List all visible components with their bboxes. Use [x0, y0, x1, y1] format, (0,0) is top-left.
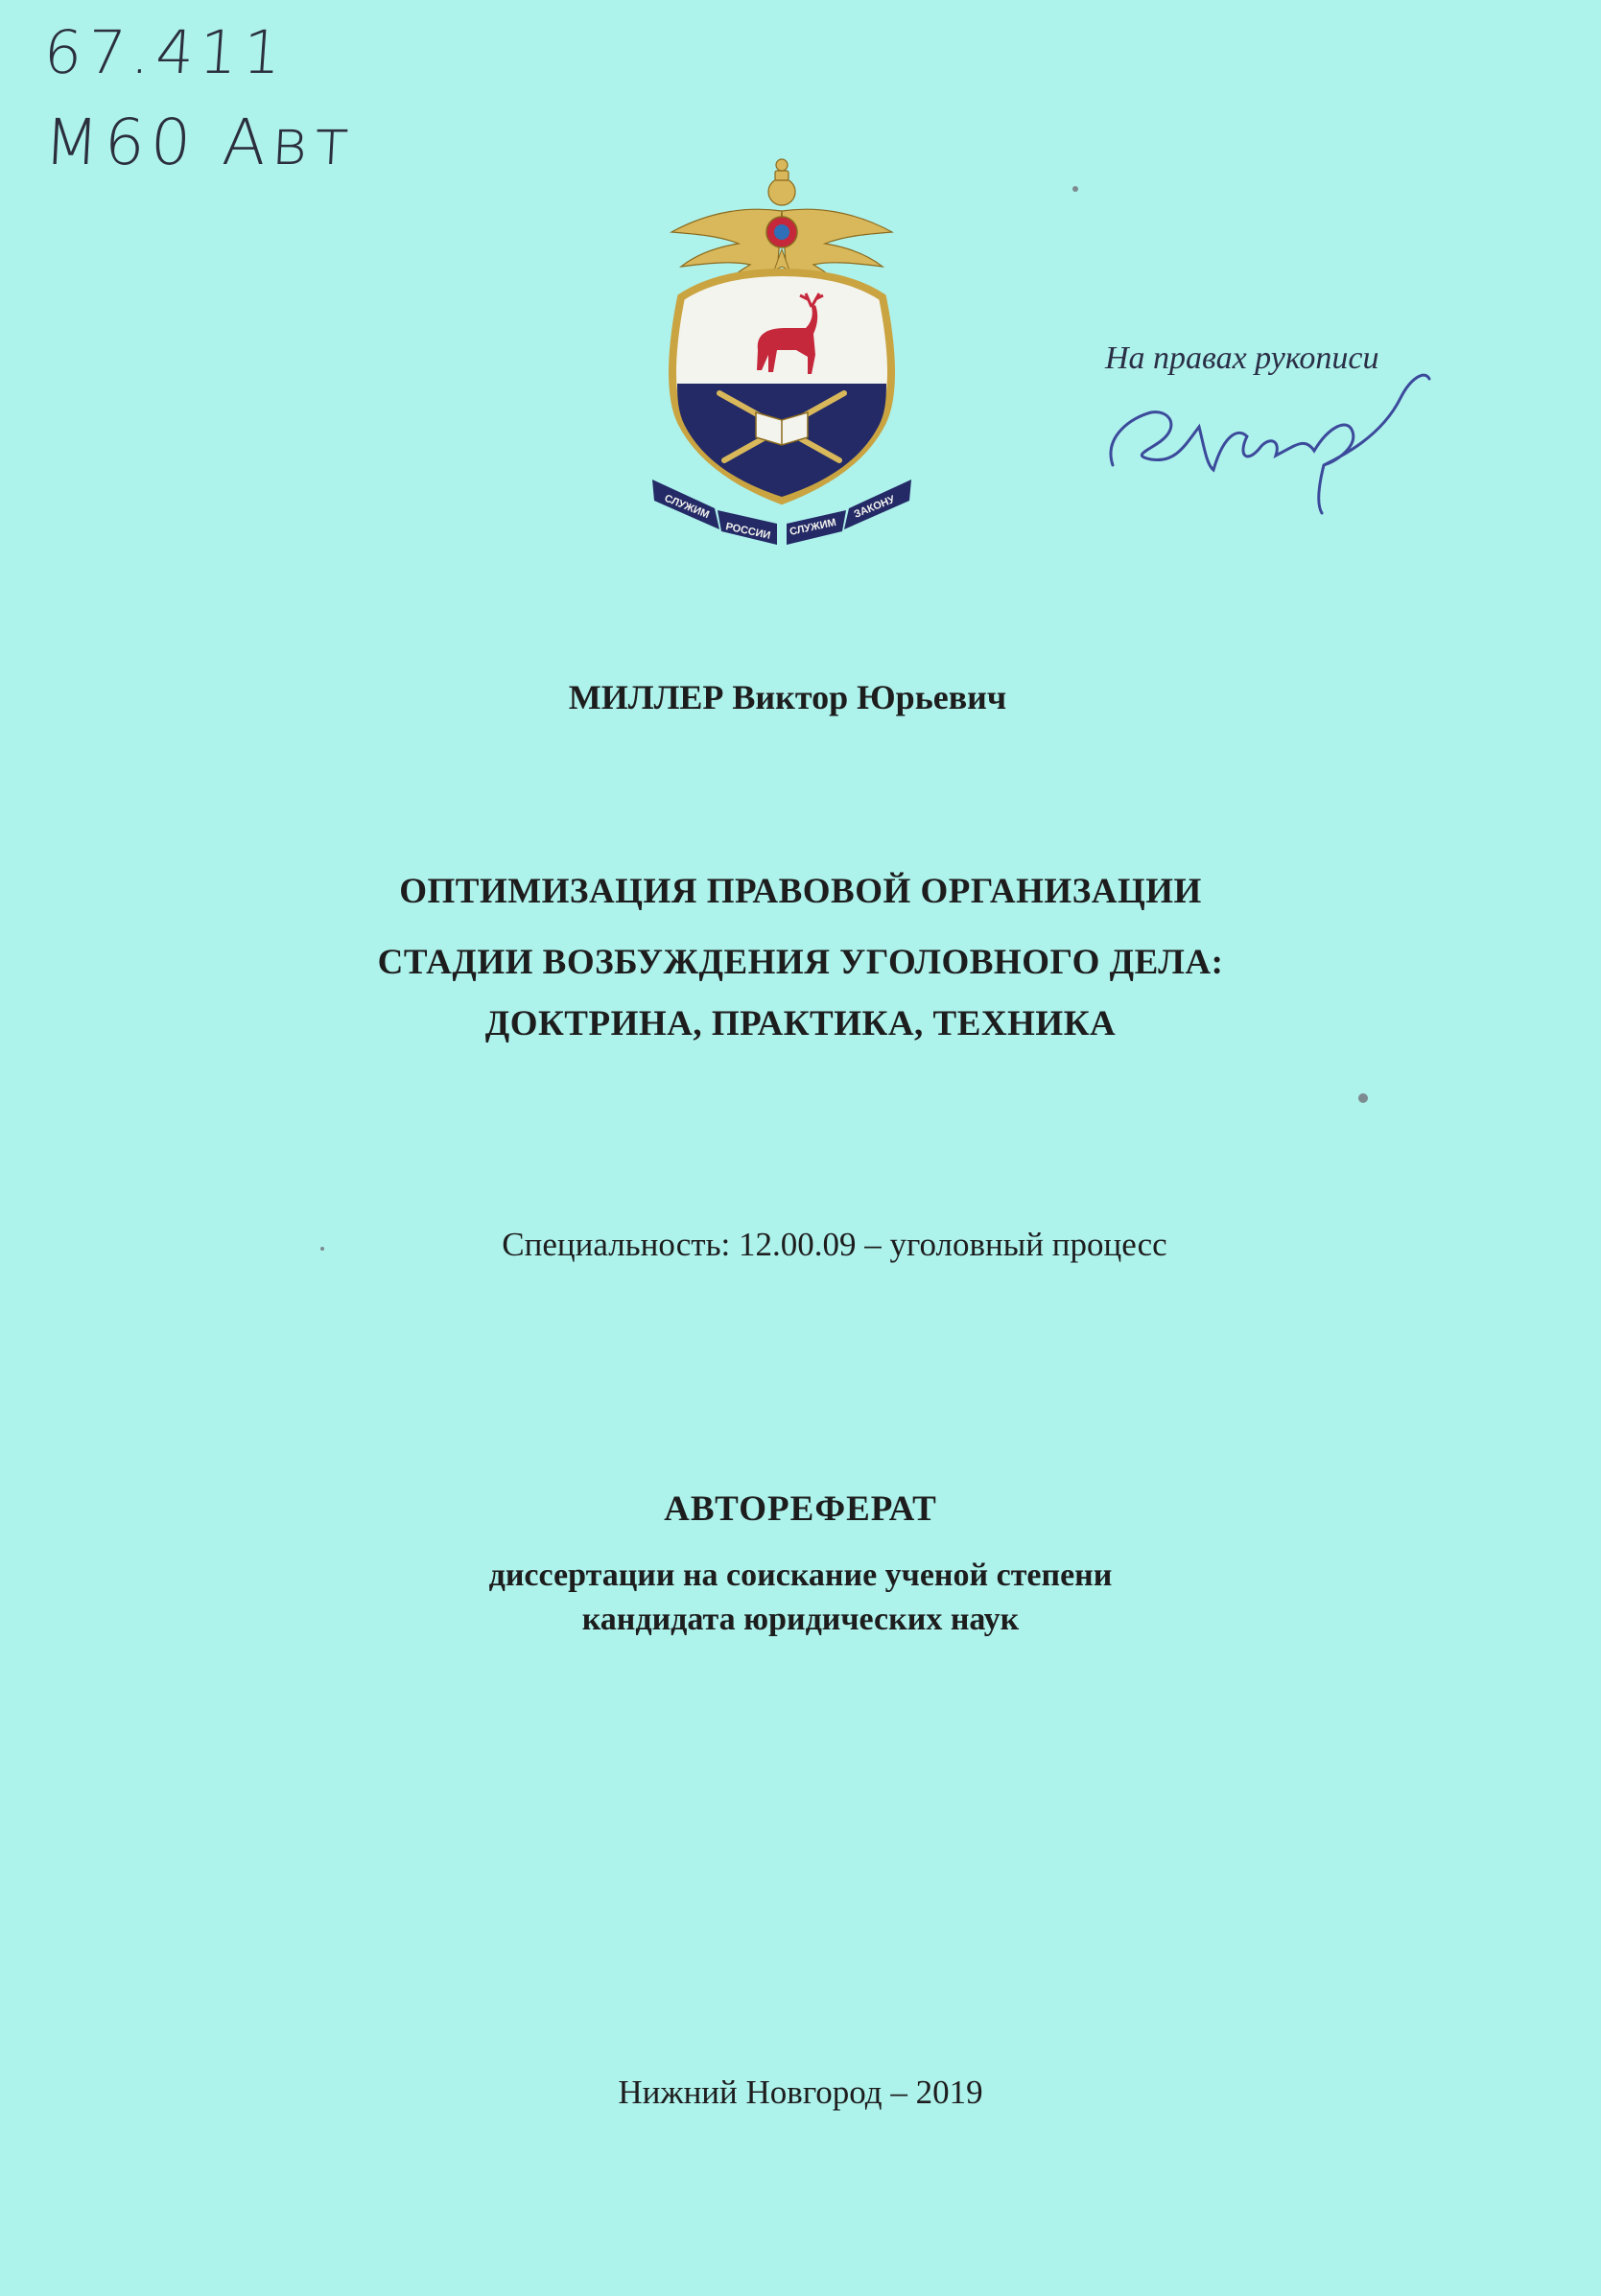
author-name: МИЛЛЕР Виктор Юрьевич: [568, 678, 1007, 716]
dissertation-title-line-1: ОПТИМИЗАЦИЯ ПРАВОВОЙ ОРГАНИЗАЦИИ: [399, 872, 1202, 911]
paper-speck: [1358, 1093, 1368, 1103]
emblem-ribbon-word: ЗАКОНУ: [852, 493, 897, 521]
specialty-line: Специальность: 12.00.09 – уголовный процесс: [502, 1226, 1167, 1263]
dissertation-title-line-3: ДОКТРИНА, ПРАКТИКА, ТЕХНИКА: [484, 1004, 1117, 1043]
dissertation-title-line-2: СТАДИИ ВОЗБУЖДЕНИЯ УГОЛОВНОГО ДЕЛА:: [377, 943, 1224, 982]
abstract-heading: АВТОРЕФЕРАТ: [664, 1489, 937, 1529]
emblem-ribbon-word: РОССИИ: [724, 521, 772, 542]
handwritten-classification-code: 67.411: [41, 17, 290, 87]
emblem-ribbon-word: СЛУЖИМ: [789, 516, 837, 538]
paper-speck: [320, 1247, 324, 1251]
academy-emblem-icon: [643, 153, 921, 547]
city-year: Нижний Новгород – 2019: [618, 2073, 983, 2111]
emblem-ribbon-word: СЛУЖИМ: [662, 492, 712, 522]
abstract-subtitle-line-1: диссертации на соискание ученой степени: [488, 1558, 1113, 1593]
handwritten-signature: [1094, 360, 1448, 532]
paper-speck: [1072, 186, 1078, 192]
handwritten-author-mark: M60 Авт: [41, 105, 357, 179]
manuscript-rights-label: На правах рукописи: [1105, 340, 1379, 376]
abstract-subtitle-line-2: кандидата юридических наук: [581, 1602, 1020, 1637]
